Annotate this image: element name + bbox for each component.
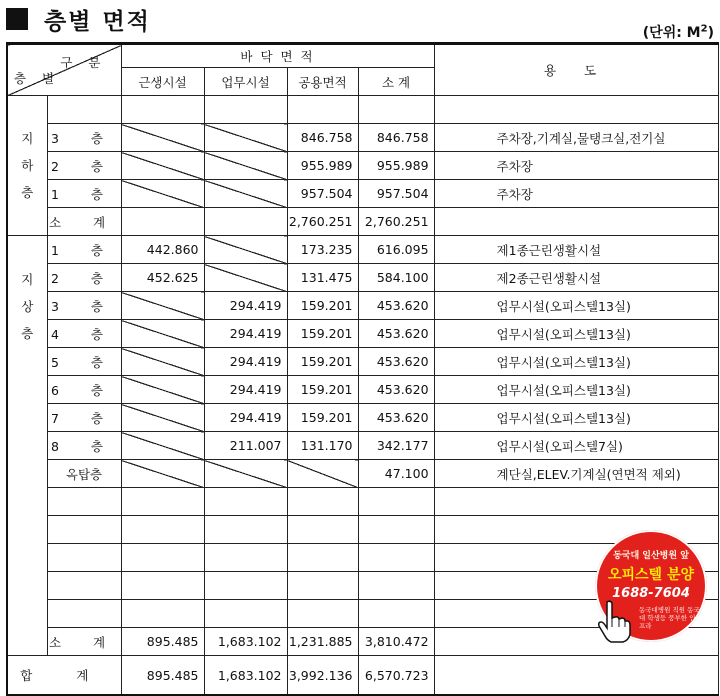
table-cell — [47, 96, 121, 124]
header-floor: 층 별 — [14, 71, 61, 86]
subtotal-cell: 342.177 — [358, 432, 434, 460]
table-cell — [358, 96, 434, 124]
floor-label: 5 층 — [47, 348, 121, 376]
table-cell — [47, 544, 121, 572]
use-cell: 제1종근린생활시설 — [434, 236, 718, 264]
floor-label: 4 층 — [47, 320, 121, 348]
retail-cell: 895.485 — [121, 628, 204, 656]
floor-label: 3 층 — [47, 292, 121, 320]
floor-label: 2 층 — [47, 264, 121, 292]
empty-slash-cell — [204, 460, 287, 488]
page-title: 층별 면적 — [44, 8, 151, 35]
office-cell: 1,683.102 — [204, 656, 287, 696]
use-cell: 업무시설(오피스텔13실) — [434, 376, 718, 404]
subtotal-cell: 453.620 — [358, 404, 434, 432]
basement-spacer-row — [7, 96, 718, 124]
empty-slash-cell — [121, 124, 204, 152]
table-row — [7, 264, 718, 292]
subtotal-cell: 955.989 — [358, 152, 434, 180]
table-cell — [204, 96, 287, 124]
floor-label: 8 층 — [47, 432, 121, 460]
header-retail: 근생시설 — [121, 68, 204, 96]
table-cell — [358, 516, 434, 544]
above-label-char: 층 — [21, 326, 34, 341]
common-area-cell: 159.201 — [287, 348, 358, 376]
table-cell — [287, 572, 358, 600]
floor-label: 6 층 — [47, 376, 121, 404]
office-cell: 1,683.102 — [204, 628, 287, 656]
empty-slash-cell — [121, 180, 204, 208]
subtotal-cell: 846.758 — [358, 124, 434, 152]
table-cell — [47, 488, 121, 516]
table-cell — [358, 600, 434, 628]
table-cell — [47, 600, 121, 628]
unit-superscript: 2 — [700, 23, 708, 35]
floor-label: 3 층 — [47, 124, 121, 152]
use-cell: 업무시설(오피스텔13실) — [434, 292, 718, 320]
table-row — [7, 124, 718, 152]
table-cell — [434, 96, 718, 124]
header-gubun: 구 분 — [60, 55, 107, 70]
retail-cell: 442.860 — [121, 236, 204, 264]
floor-label: 2 층 — [47, 152, 121, 180]
use-cell: 업무시설(오피스텔13실) — [434, 320, 718, 348]
table-cell — [204, 600, 287, 628]
table-row — [7, 180, 718, 208]
table-cell — [121, 516, 204, 544]
promo-badge[interactable] — [595, 530, 707, 642]
subtotal-cell: 453.620 — [358, 292, 434, 320]
table-cell — [358, 488, 434, 516]
above-label-char: 지 — [21, 272, 34, 287]
empty-slash-cell — [204, 264, 287, 292]
subtotal-label: 소 계 — [47, 208, 121, 236]
promo-tagline: 동국대병원 직원 동국대 학생등 풍부한 인프라 — [639, 606, 700, 630]
empty-slash-cell — [204, 152, 287, 180]
empty-slash-cell — [204, 236, 287, 264]
basement-label-char: 지 — [21, 131, 34, 146]
basement-group-label — [7, 96, 47, 236]
header-subtotal: 소 계 — [358, 68, 434, 96]
table-cell — [287, 600, 358, 628]
common-area-cell: 1,231.885 — [287, 628, 358, 656]
header-floor-area: 바 닥 면 적 — [121, 44, 434, 68]
common-area-cell: 2,760.251 — [287, 208, 358, 236]
table-cell — [121, 96, 204, 124]
table-cell — [358, 544, 434, 572]
common-area-cell: 131.475 — [287, 264, 358, 292]
office-cell: 294.419 — [204, 292, 287, 320]
table-row — [7, 152, 718, 180]
subtotal-cell: 957.504 — [358, 180, 434, 208]
empty-slash-cell — [204, 124, 287, 152]
common-area-cell: 846.758 — [287, 124, 358, 152]
table-cell — [287, 488, 358, 516]
title-square-icon — [6, 8, 28, 30]
subtotal-cell: 47.100 — [358, 460, 434, 488]
floor-label: 1 층 — [47, 236, 121, 264]
table-cell — [204, 516, 287, 544]
use-cell: 주차장 — [434, 180, 718, 208]
table-cell — [121, 544, 204, 572]
table-row — [7, 236, 718, 264]
use-cell: 업무시설(오피스텔7실) — [434, 432, 718, 460]
use-cell: 업무시설(오피스텔13실) — [434, 404, 718, 432]
above-group-label — [7, 236, 47, 656]
common-area-cell: 957.504 — [287, 180, 358, 208]
empty-slash-cell — [204, 180, 287, 208]
header-common: 공용면적 — [287, 68, 358, 96]
unit-text: (단위: M — [642, 25, 701, 41]
above-label-char: 상 — [21, 299, 34, 314]
total-label: 합 계 — [7, 656, 121, 696]
table-cell — [204, 208, 287, 236]
empty-slash-cell — [121, 348, 204, 376]
empty-slash-cell — [121, 320, 204, 348]
use-cell: 주차장 — [434, 152, 718, 180]
table-cell — [121, 600, 204, 628]
office-cell: 294.419 — [204, 404, 287, 432]
office-cell: 294.419 — [204, 320, 287, 348]
table-cell — [121, 208, 204, 236]
retail-cell: 452.625 — [121, 264, 204, 292]
use-cell: 제2종근린생활시설 — [434, 264, 718, 292]
table-cell — [47, 516, 121, 544]
use-cell: 업무시설(오피스텔13실) — [434, 348, 718, 376]
unit-close: ) — [707, 25, 714, 41]
office-cell: 294.419 — [204, 348, 287, 376]
table-row — [7, 320, 718, 348]
empty-slash-cell — [121, 292, 204, 320]
use-cell: 주차장,기계실,물탱크실,전기실 — [434, 124, 718, 152]
header-row-1 — [7, 44, 718, 68]
table-cell — [204, 488, 287, 516]
unit-label — [643, 22, 714, 42]
table-cell — [287, 544, 358, 572]
table-cell — [121, 488, 204, 516]
table-row — [7, 348, 718, 376]
floor-label: 옥탑층 — [47, 460, 121, 488]
subtotal-cell: 3,810.472 — [358, 628, 434, 656]
subtotal-cell: 6,570.723 — [358, 656, 434, 696]
empty-slash-cell — [121, 376, 204, 404]
subtotal-cell: 453.620 — [358, 376, 434, 404]
table-cell — [204, 544, 287, 572]
subtotal-cell: 584.100 — [358, 264, 434, 292]
subtotal-label: 소 계 — [47, 628, 121, 656]
common-area-cell: 159.201 — [287, 292, 358, 320]
title-bar — [6, 4, 151, 34]
table-row — [7, 460, 718, 488]
table-cell — [358, 572, 434, 600]
subtotal-cell: 616.095 — [358, 236, 434, 264]
use-cell: 계단실,ELEV.기계실(연면적 제외) — [434, 460, 718, 488]
table-cell — [287, 96, 358, 124]
subtotal-cell: 453.620 — [358, 348, 434, 376]
floor-label: 7 층 — [47, 404, 121, 432]
common-area-cell: 159.201 — [287, 404, 358, 432]
office-cell: 294.419 — [204, 376, 287, 404]
empty-slash-cell — [121, 460, 204, 488]
use-cell — [434, 656, 718, 696]
table-row — [7, 376, 718, 404]
basement-label-char: 층 — [21, 185, 34, 200]
common-area-cell: 131.170 — [287, 432, 358, 460]
empty-slash-cell — [121, 404, 204, 432]
empty-row — [7, 516, 718, 544]
total-row — [7, 656, 718, 696]
table-cell — [204, 572, 287, 600]
use-cell — [434, 208, 718, 236]
empty-slash-cell — [121, 152, 204, 180]
empty-slash-cell — [121, 432, 204, 460]
office-cell: 211.007 — [204, 432, 287, 460]
retail-cell: 895.485 — [121, 656, 204, 696]
header-corner — [7, 44, 121, 96]
table-cell — [121, 572, 204, 600]
subtotal-cell: 453.620 — [358, 320, 434, 348]
promo-phone: 1688-7604 — [612, 586, 690, 601]
header-use: 용 도 — [434, 44, 718, 96]
common-area-cell: 955.989 — [287, 152, 358, 180]
pointer-hand-icon — [595, 600, 631, 644]
promo-location: 동국대 일산병원 앞 — [613, 551, 689, 561]
table-row — [7, 404, 718, 432]
common-area-cell: 173.235 — [287, 236, 358, 264]
table-cell — [287, 516, 358, 544]
header-office: 업무시설 — [204, 68, 287, 96]
promo-headline: 오피스텔 분양 — [607, 567, 695, 583]
floor-label: 1 층 — [47, 180, 121, 208]
subtotal-cell: 2,760.251 — [358, 208, 434, 236]
basement-subtotal-row — [7, 208, 718, 236]
table-row — [7, 292, 718, 320]
common-area-cell: 159.201 — [287, 320, 358, 348]
table-cell — [47, 572, 121, 600]
basement-label-char: 하 — [21, 158, 34, 173]
table-cell — [434, 488, 718, 516]
table-row — [7, 432, 718, 460]
empty-slash-cell — [287, 460, 358, 488]
empty-row — [7, 488, 718, 516]
common-area-cell: 159.201 — [287, 376, 358, 404]
common-area-cell: 3,992.136 — [287, 656, 358, 696]
